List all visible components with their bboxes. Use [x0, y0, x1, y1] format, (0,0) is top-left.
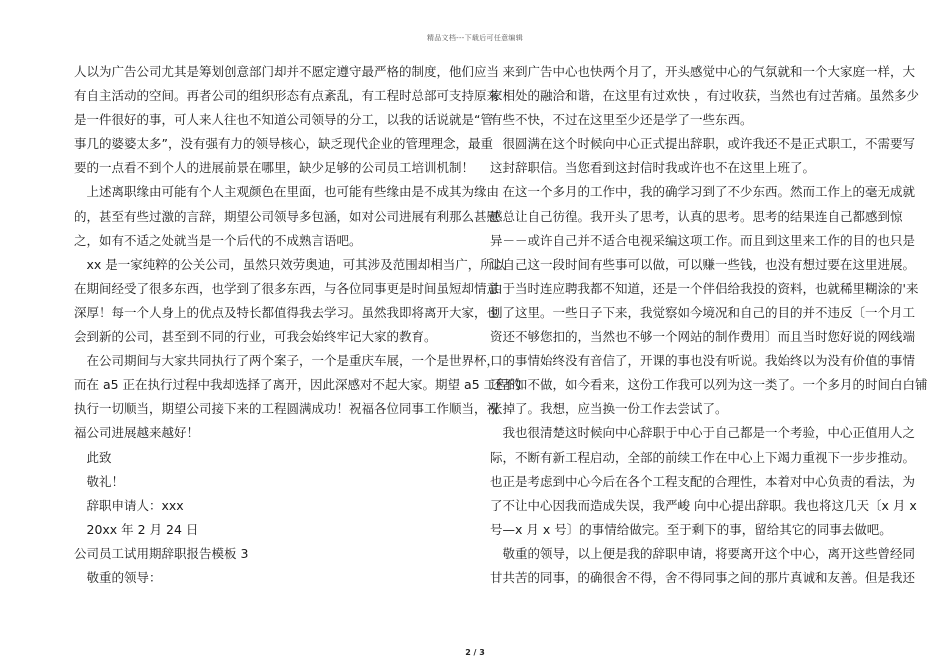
text-line: 际，不断有新工程启动，全部的前续工作在中心上下竭力重视下一步步推动。: [490, 449, 916, 465]
text-line: 执行一切顺当，期望公司接下来的工程圆满成功！祝福各位同事工作顺当，祝: [74, 401, 500, 417]
text-line: 由于当时连应聘我都不知道，还是一个伴侣给我投的资料，也就稀里糊涂的'来: [490, 280, 919, 296]
text-line: 深厚！每一个人身上的优点及特长都值得我去学习。虽然我即将离开大家，也: [74, 304, 500, 320]
text-line: 到了这里。一些日子下来，我觉察如今境况和自己的目的并不违反〔一个月工: [490, 304, 916, 320]
text-line: 在期间经受了很多东西，也学到了很多东西，与各位同事更是时间虽短却情意: [74, 280, 500, 296]
text-line: 还不如不做，如今看来，这份工作我可以列为这一类了。一个多月的时间白白铺: [490, 377, 928, 393]
text-line: 此致: [74, 449, 112, 465]
text-line: 在这一个多月的工作中，我的确学习到了不少东西。然而工作上的毫无成就: [490, 184, 916, 200]
text-line: 资还不够您扣的，当然也不够一个网站的制作费用〕而且当时您好说的网线端: [490, 329, 916, 345]
text-line: 人以为广告公司尤其是筹划创意部门却并不愿定遵守最严格的制度，他们应当: [74, 64, 500, 79]
text-line: 我也很清楚这时候向中心辞职于中心于自己都是一个考验，中心正值用人之: [490, 425, 916, 441]
text-line: 20xx 年 2 月 24 日: [74, 521, 199, 537]
text-line: 感总让自己彷徨。我开头了思考，认真的思考。思考的结果连自己都感到惊: [490, 208, 903, 224]
text-line: 口的事情始终没有音信了，开课的事也没有听说。我始终以为没有价值的事情: [490, 353, 916, 369]
text-line: 要的一点看不到个人的进展前景在哪里，缺少足够的公司员工培训机制！: [74, 160, 475, 176]
text-line: 有自主活动的空间。再者公司的组织形态有点紊乱，有工程时总部可支持原来: [74, 88, 500, 104]
text-line: 敬重的领导，以上便是我的辞职申请，将要离开这个中心，离开这些曾经同: [490, 545, 916, 561]
text-line: 的，甚至有些过激的言辞，期望公司领导多包涵，如对公司进展有利那么甚慰: [74, 208, 500, 224]
text-line: 是一件很好的事，可人来人往也不知道公司领导的分工，以我的话说就是“管: [74, 112, 493, 128]
text-line: 事几的婆婆太多”，没有强有力的领导核心，缺乏现代企业的管理理念，最重: [74, 136, 493, 152]
left-column: [74, 60, 522, 590]
text-line: 敬重的领导：: [74, 569, 162, 585]
right-column: [490, 60, 928, 590]
text-line: 也正是考虑到中心今后在各个工程支配的合理性，本着对中心负责的看法，为: [490, 473, 916, 489]
text-line: 很圆满在这个时候向中心正式提出辞职，或许我还不是正式职工，不需要写: [490, 136, 916, 152]
text-line: 号—x 月 x 号〕的事情给做完。至于剩下的事，留给其它的同事去做吧。: [490, 521, 892, 537]
text-line: xx 是一家纯粹的公关公司，虽然只效劳奥迪，可其涉及范围却相当广，所以: [74, 256, 506, 272]
text-line: 辞职申请人：xxx: [74, 497, 184, 513]
text-line: 在公司期间与大家共同执行了两个案子，一个是重庆车展，一个是世界杯，: [74, 353, 500, 369]
text-line: 来到广告中心也快两个月了，开头感觉中心的气氛就和一个大家庭一样，大: [490, 64, 916, 79]
page-header: 精品文档---下载后可任意编辑: [426, 34, 524, 42]
text-line: 张掉了。我想，应当换一份工作去尝试了。: [490, 401, 728, 417]
text-line: 上述离职缘由可能有个人主观颜色在里面，也可能有些缘由是不成其为缘由: [74, 184, 500, 200]
text-line: 异－－或许自己并不适合电视采编这项工作。而且到这里来工作的目的也只是: [490, 232, 916, 248]
text-line: 会到新的公司，甚至到不同的行业，可我会始终牢记大家的教育。: [74, 329, 437, 345]
text-line: 这封辞职信。当您看到这封信时我或许也不在这里上班了。: [490, 160, 816, 176]
text-line: 福公司进展越来越好！: [74, 425, 200, 441]
text-line: 让自己这一段时间有些事可以做，可以赚一些钱，也没有想过要在这里进展。: [490, 256, 916, 272]
text-line: 家相处的融洽和谐，在这里有过欢快 ，有过收获，当然也有过苦痛。虽然多少: [490, 88, 919, 104]
text-line: 了不让中心因我而造成失误，我严峻 向中心提出辞职。我也将这几天〔x 月 x: [490, 497, 917, 513]
text-line: 有些不快，不过在这里至少还是学了一些东西。: [490, 112, 753, 128]
text-line: 甘共苦的同事，的确很舍不得，舍不得同事之间的那片真诚和友善。但是我还: [490, 569, 916, 585]
page-number: 2 / 3: [465, 648, 485, 657]
text-line: 之，如有不适之处就当是一个后代的不成熟言语吧。: [74, 232, 362, 248]
text-line: 公司员工试用期辞职报告模板 3: [74, 545, 249, 561]
text-line: 敬礼！: [74, 473, 125, 489]
text-line: 而在 a5 正在执行过程中我却选择了离开，因此深感对不起大家。期望 a5 工程的: [74, 377, 522, 393]
